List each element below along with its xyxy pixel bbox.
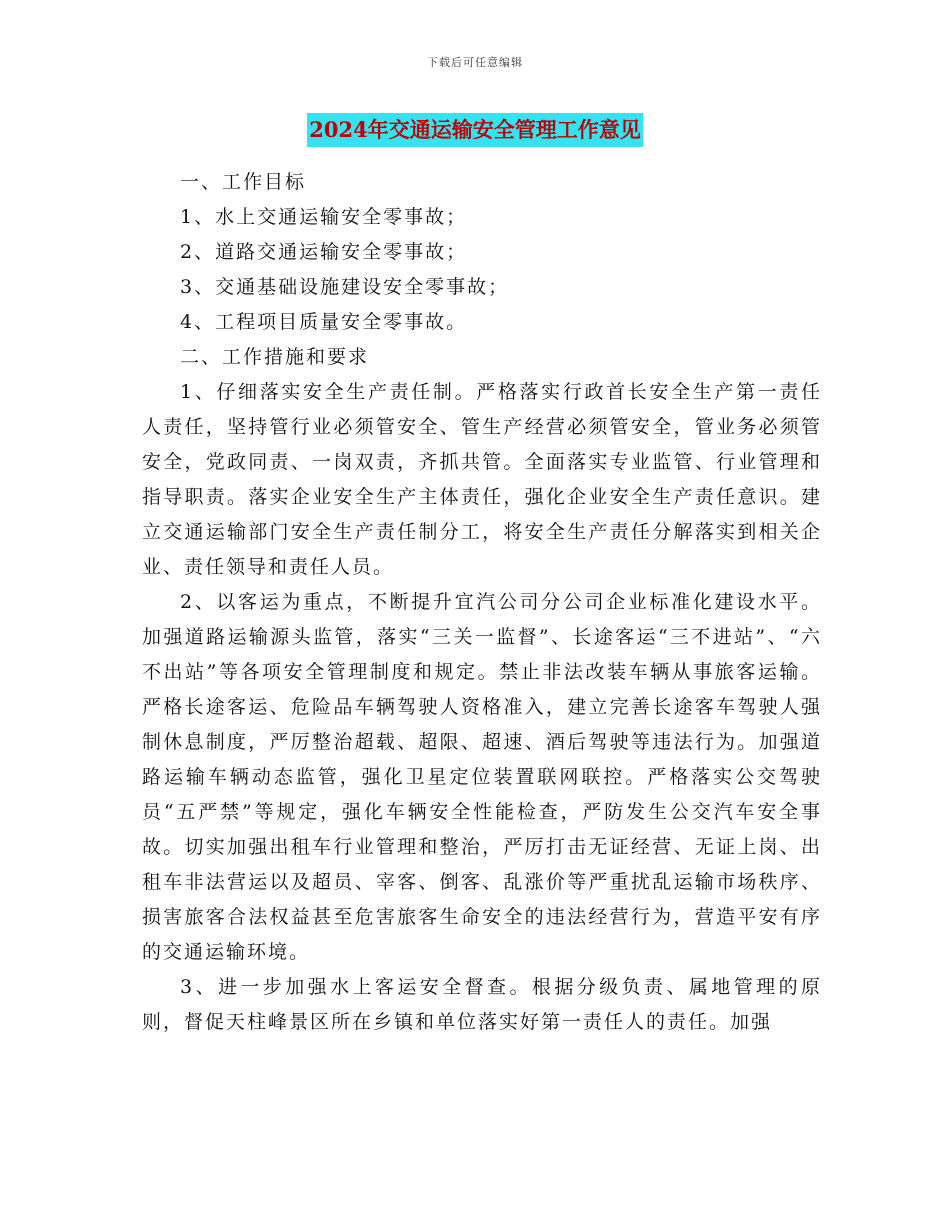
document-body	[142, 165, 822, 1040]
goal-item: 3、交通基础设施建设安全零事故；	[180, 276, 510, 298]
measure-paragraph: 1、仔细落实安全生产责任制。严格落实行政首长安全生产第一责任人责任，坚持管行业必须管安全、管生产经营必须管安全，管业务必须管安全，党政同责、一岗双责，齐抓共管。全面落实专业监管、行业管理和指导职责。落实企业安全生产主体责任，强化企业安全生产责任意识。建立交通运输部门安全生产责任制分工，将安全生产责任分解落实到相关企业、责任领导和责任人员。	[142, 381, 822, 578]
section-heading-goals: 一、工作目标	[180, 171, 307, 193]
goal-item: 1、水上交通运输安全零事故；	[180, 206, 468, 228]
header-note: 下载后可任意编辑	[427, 56, 523, 69]
document-title: 2024年交通运输安全管理工作意见	[307, 113, 642, 147]
goal-item: 2、道路交通运输安全零事故；	[180, 241, 468, 263]
section-heading-measures: 二、工作措施和要求	[180, 346, 370, 368]
goal-item: 4、工程项目质量安全零事故。	[180, 311, 468, 333]
title-wrapper	[0, 113, 950, 147]
measure-paragraph: 2、以客运为重点，不断提升宜汽公司分公司企业标准化建设水平。加强道路运输源头监管，落实“三关一监督”、长途客运“三不进站”、“六不出站”等各项安全管理制度和规定。禁止非法改装车辆从事旅客运输。严格长途客运、危险品车辆驾驶人资格准入，建立完善长途客车驾驶人强制休息制度，严厉整治超载、超限、超速、酒后驾驶等违法行为。加强道路运输车辆动态监管，强化卫星定位装置联网联控。严格落实公交驾驶员“五严禁”等规定，强化车辆安全性能检查，严防发生公交汽车安全事故。切实加强出租车行业管理和整治，严厉打击无证经营、无证上岗、出租车非法营运以及超员、宰客、倒客、乱涨价等严重扰乱运输市场秩序、损害旅客合法权益甚至危害旅客生命安全的违法经营行为，营造平安有序的交通运输环境。	[142, 591, 822, 963]
measure-paragraph: 3、进一步加强水上客运安全督查。根据分级负责、属地管理的原则，督促天柱峰景区所在乡镇和单位落实好第一责任人的责任。加强	[142, 976, 822, 1033]
